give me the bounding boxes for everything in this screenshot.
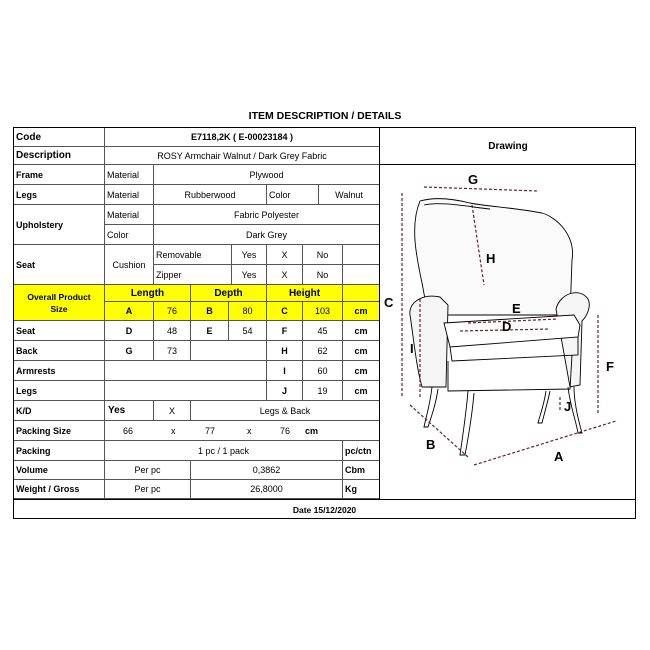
dim-label-f: F xyxy=(606,359,614,374)
dim-label-b: B xyxy=(426,437,436,452)
dim-b-letter: B xyxy=(191,302,229,321)
dim-a-letter: A xyxy=(105,302,154,321)
volume-label: Volume xyxy=(14,461,105,480)
back-blank xyxy=(191,341,267,361)
upholstery-material-label: Material xyxy=(105,205,154,225)
packing-size-row xyxy=(105,421,380,441)
overall-size-line1: Overall Product xyxy=(27,291,91,302)
packing-value: 1 pc / 1 pack xyxy=(105,441,343,461)
volume-value: 0,3862 xyxy=(191,461,343,480)
dim-h-letter: H xyxy=(267,341,303,361)
legs-dims-label: Legs xyxy=(14,381,105,401)
weight-value: 26,8000 xyxy=(191,480,343,499)
upholstery-label: Upholstery xyxy=(14,205,105,245)
kd-label: K/D xyxy=(14,401,105,421)
packing-size-v2: 77 xyxy=(205,425,216,436)
weight-label: Weight / Gross xyxy=(14,480,105,499)
dim-label-j: J xyxy=(564,399,572,414)
seat-dims-unit: cm xyxy=(343,321,380,341)
packing-size-label: Packing Size xyxy=(14,421,105,441)
dim-e-value: 54 xyxy=(229,321,267,341)
zipper-yes: Yes xyxy=(232,265,267,285)
armchair-drawing xyxy=(380,165,636,499)
seat-cushion: Cushion xyxy=(105,245,154,285)
weight-per: Per pc xyxy=(105,480,191,499)
code-label: Code xyxy=(14,128,105,147)
removable-yes: Yes xyxy=(232,245,267,265)
description-label: Description xyxy=(14,147,105,165)
packing-size-v1: 66 xyxy=(123,425,134,436)
volume-unit: Cbm xyxy=(343,461,380,480)
height-header-blank xyxy=(343,285,380,302)
dim-j-value: 19 xyxy=(303,381,343,401)
zipper-label: Zipper xyxy=(154,265,232,285)
back-unit: cm xyxy=(343,341,380,361)
dim-i-value: 60 xyxy=(303,361,343,381)
depth-header: Depth xyxy=(191,285,267,302)
removable-x: X xyxy=(267,245,303,265)
legs-material: Rubberwood xyxy=(154,185,267,205)
height-header: Height xyxy=(267,285,343,302)
legs-color-label: Color xyxy=(267,185,319,205)
dim-i-letter: I xyxy=(267,361,303,381)
packing-size-x2: x xyxy=(247,425,252,436)
packing-size-unit: cm xyxy=(305,425,319,436)
dim-label-c: C xyxy=(384,295,394,310)
seat-label: Seat xyxy=(14,245,105,285)
kd-yes: Yes xyxy=(105,401,154,421)
dim-c-value: 103 xyxy=(303,302,343,321)
length-header: Length xyxy=(105,285,191,302)
upholstery-material: Fabric Polyester xyxy=(154,205,380,225)
packing-size-x1: x xyxy=(171,425,176,436)
dim-label-d: D xyxy=(502,319,512,334)
legs-label: Legs xyxy=(14,185,105,205)
dim-b-value: 80 xyxy=(229,302,267,321)
dim-h-value: 62 xyxy=(303,341,343,361)
upholstery-color: Dark Grey xyxy=(154,225,380,245)
dim-c-letter: C xyxy=(267,302,303,321)
dim-e-letter: E xyxy=(191,321,229,341)
packing-size-v3: 76 xyxy=(280,425,291,436)
dim-j-letter: J xyxy=(267,381,303,401)
dim-label-h: H xyxy=(486,251,496,266)
dim-label-a: A xyxy=(554,449,564,464)
armrests-unit: cm xyxy=(343,361,380,381)
dim-f-value: 45 xyxy=(303,321,343,341)
drawing-title: Drawing xyxy=(380,128,636,165)
zipper-blank xyxy=(343,265,380,285)
weight-unit: Kg xyxy=(343,480,380,499)
dim-a-value: 76 xyxy=(154,302,191,321)
document-title: ITEM DESCRIPTION / DETAILS xyxy=(248,110,402,122)
frame-material-label: Material xyxy=(105,165,154,185)
removable-label: Removable xyxy=(154,245,232,265)
overall-size-label xyxy=(14,285,105,321)
frame-label: Frame xyxy=(14,165,105,185)
armchair-diagram xyxy=(380,165,636,499)
spec-sheet xyxy=(13,127,636,519)
legs-dims-blank xyxy=(105,381,267,401)
kd-x: X xyxy=(154,401,191,421)
frame-material: Plywood xyxy=(154,165,380,185)
legs-color: Walnut xyxy=(319,185,380,205)
overall-unit: cm xyxy=(343,302,380,321)
dim-label-e: E xyxy=(512,301,521,316)
zipper-no: No xyxy=(303,265,343,285)
dim-d-letter: D xyxy=(105,321,154,341)
back-label: Back xyxy=(14,341,105,361)
volume-per: Per pc xyxy=(105,461,191,480)
removable-blank xyxy=(343,245,380,265)
armrests-blank xyxy=(105,361,267,381)
kd-value: Legs & Back xyxy=(191,401,380,421)
armrests-label: Armrests xyxy=(14,361,105,381)
date-footer: Date 15/12/2020 xyxy=(14,499,635,520)
dim-g-value: 73 xyxy=(154,341,191,361)
packing-label: Packing xyxy=(14,441,105,461)
legs-material-label: Material xyxy=(105,185,154,205)
overall-size-line2: Size xyxy=(50,303,68,314)
upholstery-color-label: Color xyxy=(105,225,154,245)
code-value: E7118,2K ( E-00023184 ) xyxy=(105,128,380,147)
dim-d-value: 48 xyxy=(154,321,191,341)
dim-g-letter: G xyxy=(105,341,154,361)
legs-dims-unit: cm xyxy=(343,381,380,401)
seat-dims-label: Seat xyxy=(14,321,105,341)
removable-no: No xyxy=(303,245,343,265)
dim-label-g: G xyxy=(468,172,479,187)
zipper-x: X xyxy=(267,265,303,285)
description-value: ROSY Armchair Walnut / Dark Grey Fabric xyxy=(105,147,380,165)
dim-label-i: I xyxy=(410,341,414,356)
dim-f-letter: F xyxy=(267,321,303,341)
packing-unit: pc/ctn xyxy=(343,441,380,461)
